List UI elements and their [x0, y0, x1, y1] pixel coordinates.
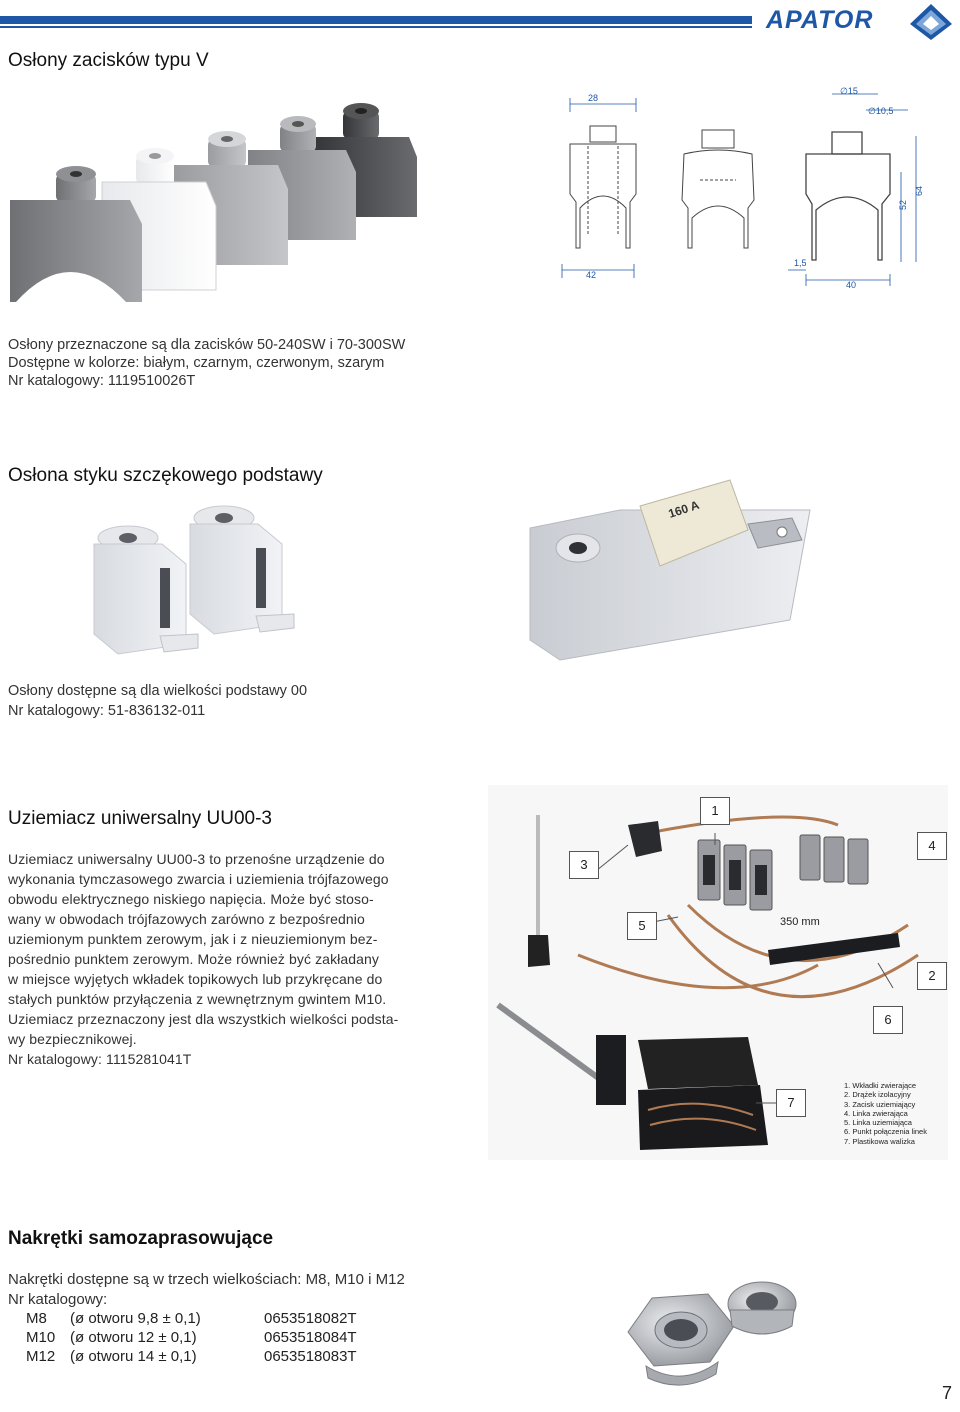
fuse-label: 160 A	[666, 497, 701, 521]
callout-6: 6	[873, 1006, 903, 1034]
dim-15: ∅15	[840, 86, 858, 96]
cable-length-label: 350 mm	[780, 916, 820, 928]
dim-52: 52	[898, 199, 908, 210]
dimension-drawing	[556, 84, 936, 294]
table-row: M10 (ø otworu 12 ± 0,1) 0653518084T	[26, 1329, 357, 1346]
fuse-base-with-cover-photo	[520, 470, 820, 670]
section4-description: Nakrętki dostępne są w trzech wielkościach: M8, M10 i M12 Nr katalogowy:	[8, 1271, 405, 1308]
section-title: Osłony zacisków typu V	[8, 50, 209, 71]
section-title: Osłona styku szczękowego podstawy	[8, 465, 323, 486]
callout-5: 5	[627, 912, 657, 940]
dim-28: 28	[588, 93, 599, 103]
dim-10-5: ∅10,5	[868, 106, 894, 116]
table-row: M12 (ø otworu 14 ± 0,1) 0653518083T	[26, 1348, 357, 1365]
nut-catalog-table	[26, 1310, 357, 1367]
jaw-contact-covers-photo	[90, 500, 300, 665]
dim-1-5: 1,5	[794, 258, 807, 268]
callout-7: 7	[776, 1089, 806, 1117]
section-title: Nakrętki samozaprasowujące	[8, 1228, 274, 1249]
dim-64: 64	[914, 185, 924, 196]
page-number: 7	[941, 1383, 952, 1403]
section1-description: Osłony przeznaczone są dla zacisków 50-240SW i 70-300SW Dostępne w kolorze: białym, czarnym, czerwonym, szarym Nr katalogowy: 1119510026T	[8, 337, 406, 389]
section3-body: Uziemiacz uniwersalny UU00-3 to przenośne urządzenie do wykonania tymczasowego zwarcia i uziemienia trójfazowego obwodu elektrycznego niskiego napięcia. Może być stoso- wany w obwodach trójfazowych zarówno z bezpośrednio uziemionym punktem zerowym, jak i z nieuziemionym bez- pośrednio punktem zerowym. Może również być zakładany w miejsce wyjętych wkładek topikowych lub przykręcane do stałych punktów przyłączenia z wewnętrznym gwintem M10. Uziemiacz przeznaczony jest dla wszystkich wielkości podsta- wy bezpiecznikowej. Nr katalogowy: 1115281041T	[8, 851, 399, 1067]
self-clinching-nuts-photo	[612, 1270, 802, 1390]
header-bar	[0, 16, 752, 24]
terminal-covers-photo	[8, 92, 428, 307]
header-bar-line	[0, 26, 752, 28]
section-title: Uziemiacz uniwersalny UU00-3	[8, 808, 272, 829]
table-row: M8 (ø otworu 9,8 ± 0,1) 0653518082T	[26, 1310, 357, 1327]
callout-2: 2	[917, 962, 947, 990]
section2-description: Osłony dostępne są dla wielkości podstawy 00 Nr katalogowy: 51-836132-011	[8, 683, 308, 719]
callout-4: 4	[917, 832, 947, 860]
brand-logo-text: APATOR	[766, 6, 874, 34]
callout-3: 3	[569, 851, 599, 879]
kit-legend: 1. Wkładki zwierające 2. Drążek izolacyjny 3. Zacisk uziemiający 4. Linka zwierająca 5. Linka uziemiająca 6. Punkt połączenia linek 7. Plastikowa walizka	[844, 1081, 927, 1146]
dim-40: 40	[846, 280, 857, 290]
callout-1: 1	[700, 797, 730, 825]
dim-42: 42	[586, 270, 597, 280]
brand-logo-icon	[908, 2, 954, 42]
